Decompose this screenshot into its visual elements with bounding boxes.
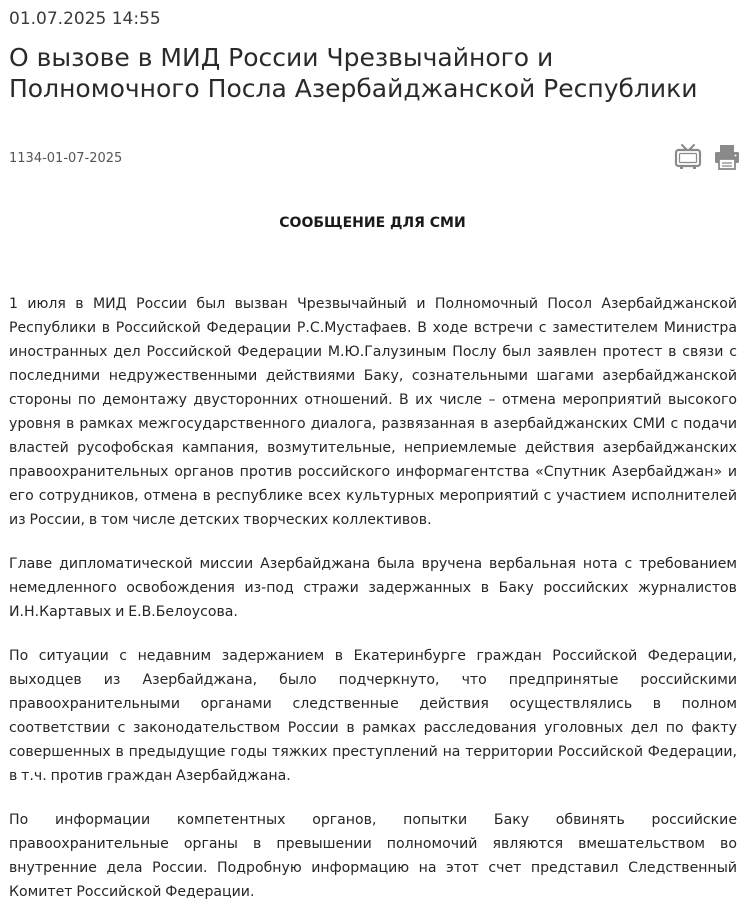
body-paragraph: Главе дипломатической миссии Азербайджана была вручена вербальная нота с требованием немедленного освобождения из-под стражи задержанных в Баку российских журналистов И.Н.Картавых и Е.В.Белоусова. (9, 556, 737, 620)
tv-icon[interactable] (674, 143, 702, 171)
document-number: 1134-01-07-2025 (9, 151, 123, 166)
publish-datetime: 01.07.2025 14:55 (9, 9, 161, 29)
body-paragraph: По информации компетентных органов, попытки Баку обвинять российские правоохранительные органы в превышении полномочий являются вмешательством во внутренние дела России. Подробную информацию на этот счет представил Следственный Комитет Российской Федерации. (9, 812, 737, 900)
page-title: О вызове в МИД России Чрезвычайного и Полномочного Посла Азербайджанской Республики (9, 43, 698, 103)
body-paragraph: По ситуации с недавним задержанием в Екатеринбурге граждан Российской Федерации, выходцев из Азербайджана, было подчеркнуто, что предпринятые российскими правоохранительными органами следственные действия осуществлялись в полном соответствии с законодательством России в рамках расследования уголовных дел по факту совершенных в предыдущие годы тяжких преступлений на территории Российской Федерации, в т.ч. против граждан Азербайджана. (9, 648, 737, 784)
body-paragraph: 1 июля в МИД России был вызван Чрезвычайный и Полномочный Посол Азербайджанской Республики в Российской Федерации Р.С.Мустафаев. В ходе встречи с заместителем Министра иностранных дел Российской Федерации М.Ю.Галузиным Послу был заявлен протест в связи с последними недружественными действиями Баку, сознательными шагами азербайджанской стороны по демонтажу двусторонних отношений. В их числе – отмена мероприятий высокого уровня в рамках межгосударственного диалога, развязанная в азербайджанских СМИ с подачи властей русофобская кампания, возмутительные, неприемлемые действия азербайджанских правоохранительных органов против российского информагентства «Спутник Азербайджан» и его сотрудников, отмена в республике всех культурных мероприятий с участием исполнителей из России, в том числе детских творческих коллективов. (9, 296, 737, 528)
printer-icon[interactable] (713, 143, 741, 171)
article-body (9, 292, 737, 924)
section-heading: СООБЩЕНИЕ ДЛЯ СМИ (279, 215, 466, 231)
